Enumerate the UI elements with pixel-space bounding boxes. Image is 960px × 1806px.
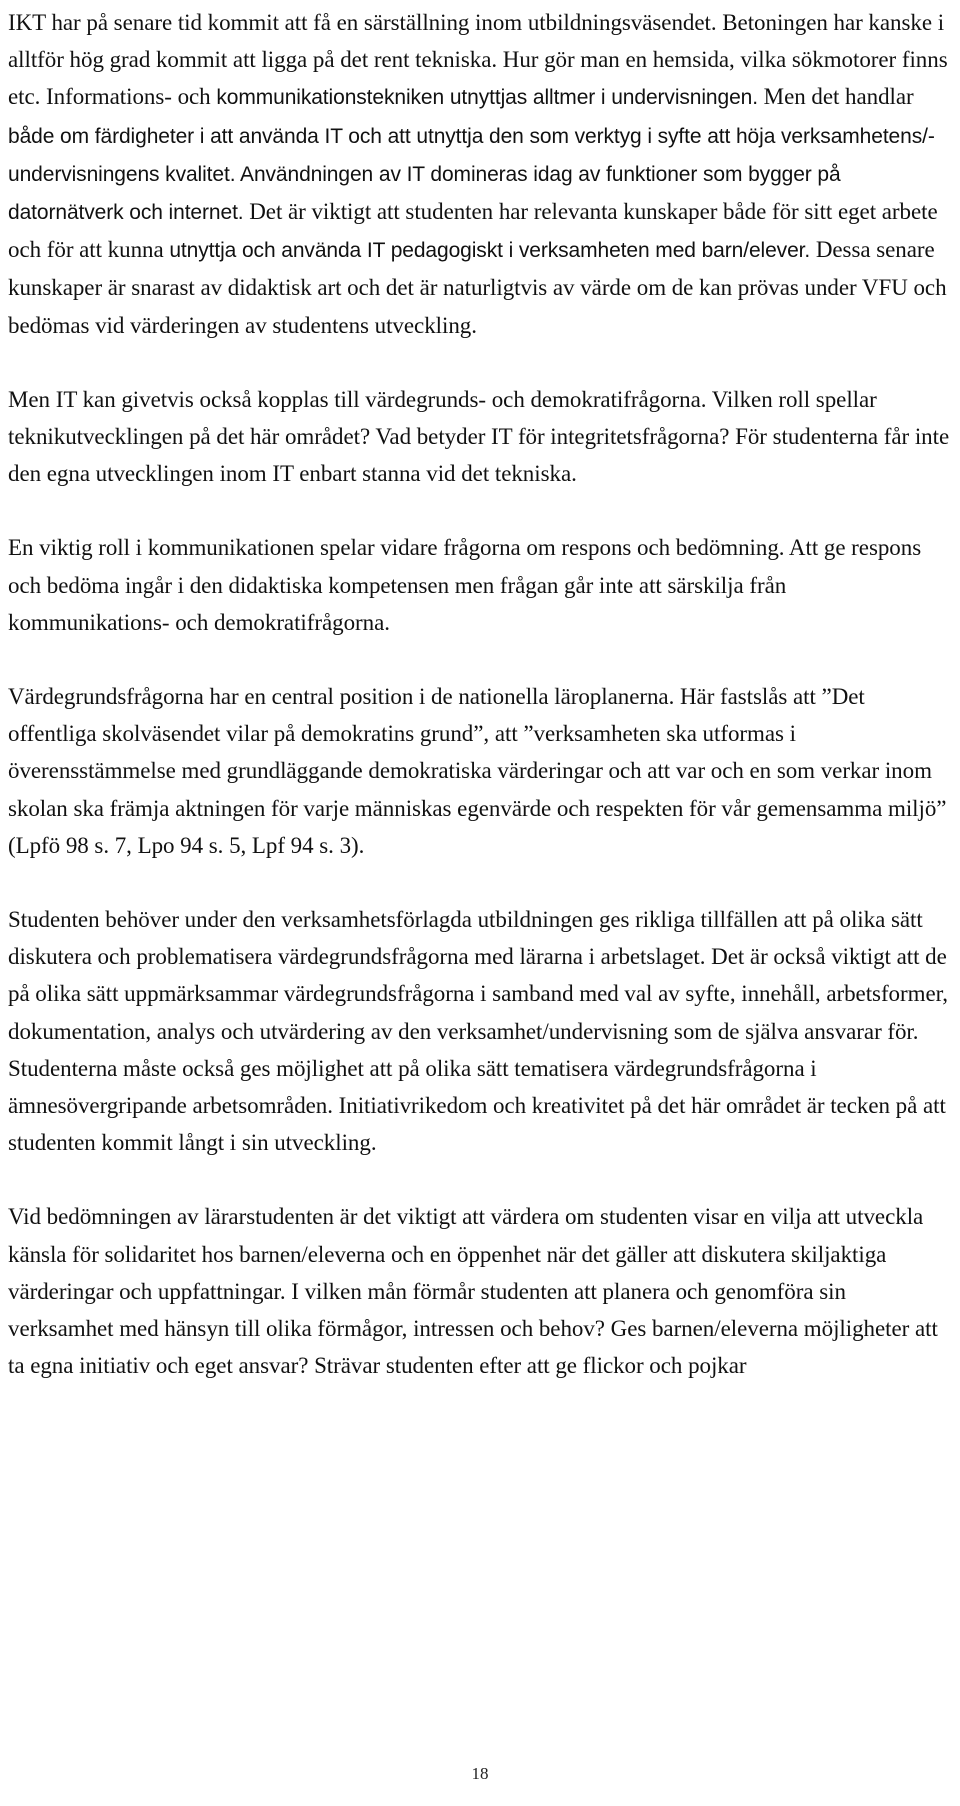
body-text	[8, 4, 952, 1422]
paragraph	[8, 1198, 952, 1384]
text-run: utnyttja och använda IT pedagogiskt i verksamheten med barn/elever.	[169, 239, 811, 263]
paragraph	[8, 901, 952, 1161]
text-run: både om färdigheter i att använda IT och att utnyttja den som verktyg i syfte att höja verksamhetens/-undervisningens kvalitet. Användningen av IT domineras idag av funktioner som bygger på datornätverk och internet.	[8, 124, 935, 225]
paragraph	[8, 381, 952, 493]
text-run: Värdegrundsfrågorna har en central position i de nationella läroplanerna. Här fastslås att ”Det offentliga skolväsendet vilar på demokratins grund”, att ”verksamheten ska utformas i överensstämmelse med grundläggande demokratiska värderingar och att var och en som verkar inom skolan ska främja aktningen för varje människas egenvärde och respekten för vår gemensamma miljö” (Lpfö 98 s. 7, Lpo 94 s. 5, Lpf 94 s. 3).	[8, 684, 947, 858]
text-run: Studenten behöver under den verksamhetsförlagda utbildningen ges rikliga tillfällen att på olika sätt diskutera och problematisera värdegrundsfrågorna med lärarna i arbetslaget. Det är också viktigt att de på olika sätt uppmärksammar värdegrundsfrågorna i samband med val av syfte, innehåll, arbetsformer, dokumentation, analys och utvärdering av den verksamhet/undervisning som de själva ansvarar för. Studenterna måste också ges möjlighet att på olika sätt tematisera värdegrundsfrågorna i ämnesövergripande arbetsområden. Initiativrikedom och kreativitet på det här området är tecken på att studenten kommit långt i sin utveckling.	[8, 907, 949, 1156]
text-run: Men IT kan givetvis också kopplas till värdegrunds- och demokratifrågorna. Vilken roll spellar teknikutvecklingen på det här området? Vad betyder IT för integritetsfrågorna? För studenterna får inte den egna utvecklingen inom IT enbart stanna vid det tekniska.	[8, 386, 950, 487]
text-run: Dessa senare kunskaper är snarast av didaktisk art och det är naturligtvis av värde om de kan prövas under VFU och bedömas vid värderingen av studentens utveckling.	[8, 237, 947, 338]
text-run: Det är viktigt att studenten har relevanta kunskaper både för sitt eget arbete och för att kunna	[8, 199, 938, 263]
text-run: Vid bedömningen av lärarstudenten är det viktigt att värdera om studenten visar en vilja att utveckla känsla för solidaritet hos barnen/eleverna och en öppenhet när det gäller att diskutera skiljaktiga värderingar och uppfattningar. I vilken mån förmår studenten att planera och genomföra sin verksamhet med hänsyn till olika förmågor, intressen och behov? Ges barnen/eleverna möjligheter att ta egna initiativ och eget ansvar? Strävar studenten efter att ge flickor och pojkar	[8, 1204, 938, 1379]
text-run: IKT har på senare tid kommit att få en särställning inom utbildningsväsendet. Betoningen har kanske i alltför hög grad kommit att ligga på det rent tekniska. Hur gör man en hemsida, vilka sökmotorer finns etc. Informations- och	[8, 10, 948, 110]
paragraph	[8, 678, 952, 864]
paragraph	[8, 4, 952, 344]
text-run: Men det handlar	[757, 84, 914, 110]
text-run: En viktig roll i kommunikationen spelar vidare frågorna om respons och bedömning. Att ge respons och bedöma ingår i den didaktiska kompetensen men frågan går inte att särskilja från kommunikations- och demokratifrågorna.	[8, 535, 922, 635]
page-number: 18	[471, 1764, 489, 1783]
paragraph	[8, 529, 952, 641]
text-run: kommunikationstekniken utnyttjas alltmer i undervisningen.	[216, 86, 758, 110]
